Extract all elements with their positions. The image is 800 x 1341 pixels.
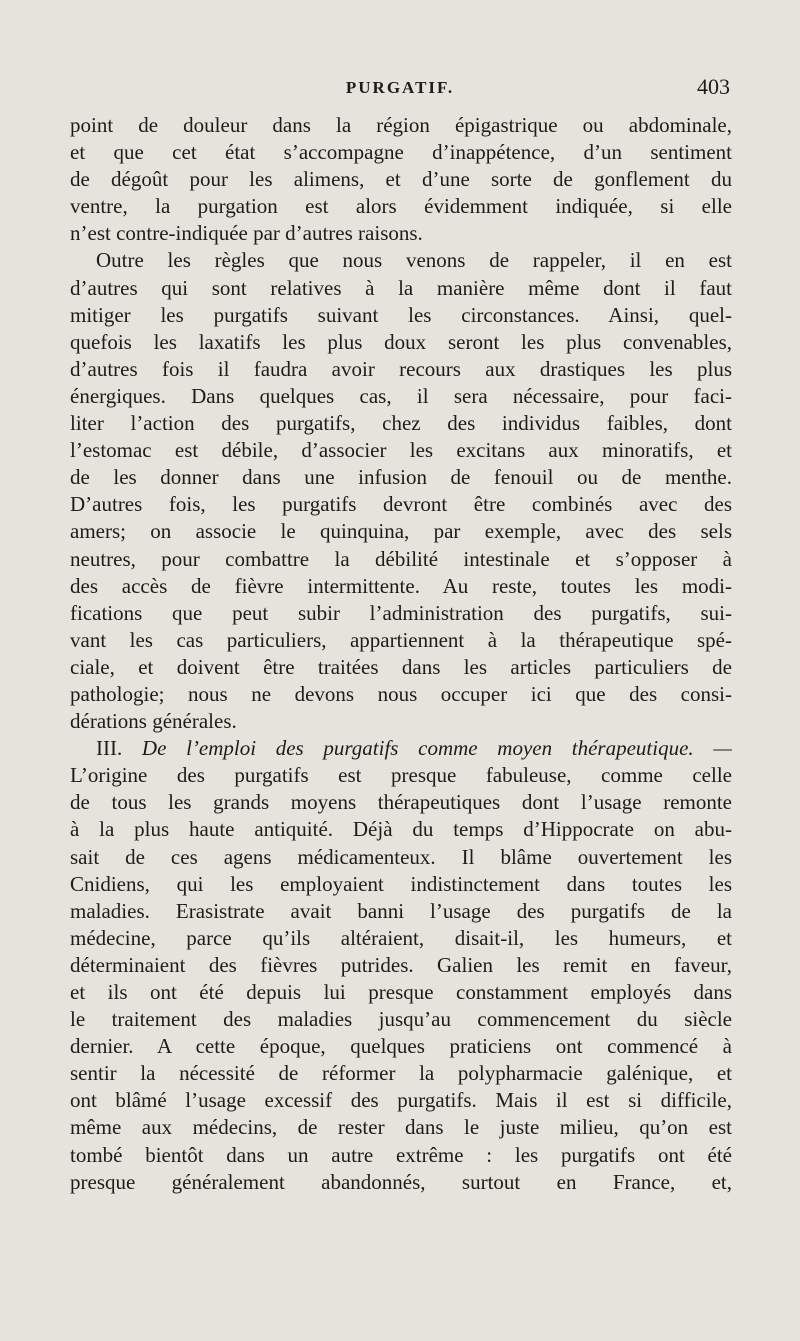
text-line: même aux médecins, de rester dans le juste milieu, qu’on est bbox=[70, 1115, 732, 1140]
body-text bbox=[70, 112, 732, 1196]
text-line: de tous les grands moyens thérapeutiques dont l’usage remonte bbox=[70, 790, 732, 815]
text-line: pathologie; nous ne devons nous occuper ici que des consi- bbox=[70, 681, 732, 706]
text-line: déterminaient des fièvres putrides. Galien les remit en faveur, bbox=[70, 952, 732, 977]
page-number: 403 bbox=[697, 74, 730, 99]
text-line: à la plus haute antiquité. Déjà du temps d’Hippocrate on abu- bbox=[70, 817, 732, 842]
running-head bbox=[0, 72, 800, 108]
section-heading-line bbox=[70, 735, 732, 762]
text-line: point de douleur dans la région épigastrique ou abdominale, bbox=[70, 113, 732, 137]
text-line: le traitement des maladies jusqu’au commencement du siècle bbox=[70, 1007, 732, 1032]
text-line: ont blâmé l’usage excessif des purgatifs. Mais il est si difficile, bbox=[70, 1088, 732, 1113]
text-line: de dégoût pour les alimens, et d’une sorte de gonflement du bbox=[70, 167, 732, 192]
section-title: De l’emploi des purgatifs comme moyen thérapeutique. — bbox=[141, 736, 732, 761]
text-line: tombé bientôt dans un autre extrême : les purgatifs ont été bbox=[70, 1142, 732, 1167]
text-line: vant les cas particuliers, appartiennent à la thérapeutique spé- bbox=[70, 627, 732, 652]
text-line: sentir la nécessité de réformer la polypharmacie galénique, et bbox=[70, 1061, 732, 1086]
text-line: Outre les règles que nous venons de rappeler, il en est bbox=[96, 248, 732, 273]
text-line: neutres, pour combattre la débilité intestinale et s’opposer à bbox=[70, 546, 732, 571]
text-line: n’est contre-indiquée par d’autres raisons. bbox=[70, 221, 423, 246]
text-line: fications que peut subir l’administration des purgatifs, sui- bbox=[70, 600, 732, 625]
text-line: liter l’action des purgatifs, chez des individus faibles, dont bbox=[70, 411, 732, 436]
text-line: maladies. Erasistrate avait banni l’usage des purgatifs de la bbox=[70, 898, 732, 923]
text-line: mitiger les purgatifs suivant les circonstances. Ainsi, quel- bbox=[70, 302, 732, 327]
text-line: L’origine des purgatifs est presque fabuleuse, comme celle bbox=[70, 763, 732, 788]
text-line: Cnidiens, qui les employaient indistinctement dans toutes les bbox=[70, 871, 732, 896]
text-line: et ils ont été depuis lui presque constamment employés dans bbox=[70, 980, 732, 1004]
text-line: et que cet état s’accompagne d’inappétence, d’un sentiment bbox=[70, 140, 732, 165]
paragraph-3 bbox=[70, 735, 732, 1196]
text-line: amers; on associe le quinquina, par exemple, avec des sels bbox=[70, 519, 732, 544]
text-line: sait de ces agens médicamenteux. Il blâme ouvertement les bbox=[70, 844, 732, 869]
text-line: d’autres qui sont relatives à la manière même dont il faut bbox=[70, 275, 732, 300]
section-number: III. bbox=[96, 736, 123, 761]
paragraph-2 bbox=[70, 247, 732, 735]
text-line: D’autres fois, les purgatifs devront être combinés avec des bbox=[70, 492, 732, 517]
text-line: quefois les laxatifs les plus doux seront les plus convenables, bbox=[70, 329, 732, 354]
text-line: presque généralement abandonnés, surtout en France, et, bbox=[70, 1169, 732, 1194]
text-line: dérations générales. bbox=[70, 709, 237, 734]
text-line: médecine, parce qu’ils altéraient, disait-il, les humeurs, et bbox=[70, 925, 732, 950]
text-line: ventre, la purgation est alors évidemment indiquée, si elle bbox=[70, 194, 732, 219]
text-line: énergiques. Dans quelques cas, il sera nécessaire, pour faci- bbox=[70, 383, 732, 408]
text-line: l’estomac est débile, d’associer les excitans aux minoratifs, et bbox=[70, 438, 732, 463]
text-line: d’autres fois il faudra avoir recours aux drastiques les plus bbox=[70, 356, 732, 381]
text-line: dernier. A cette époque, quelques praticiens ont commencé à bbox=[70, 1034, 732, 1059]
paragraph-1 bbox=[70, 112, 732, 247]
text-line: des accès de fièvre intermittente. Au reste, toutes les modi- bbox=[70, 573, 732, 598]
text-line: ciale, et doivent être traitées dans les articles particuliers de bbox=[70, 654, 732, 679]
text-line: de les donner dans une infusion de fenouil ou de menthe. bbox=[70, 465, 732, 490]
running-title: PURGATIF. bbox=[345, 78, 455, 97]
